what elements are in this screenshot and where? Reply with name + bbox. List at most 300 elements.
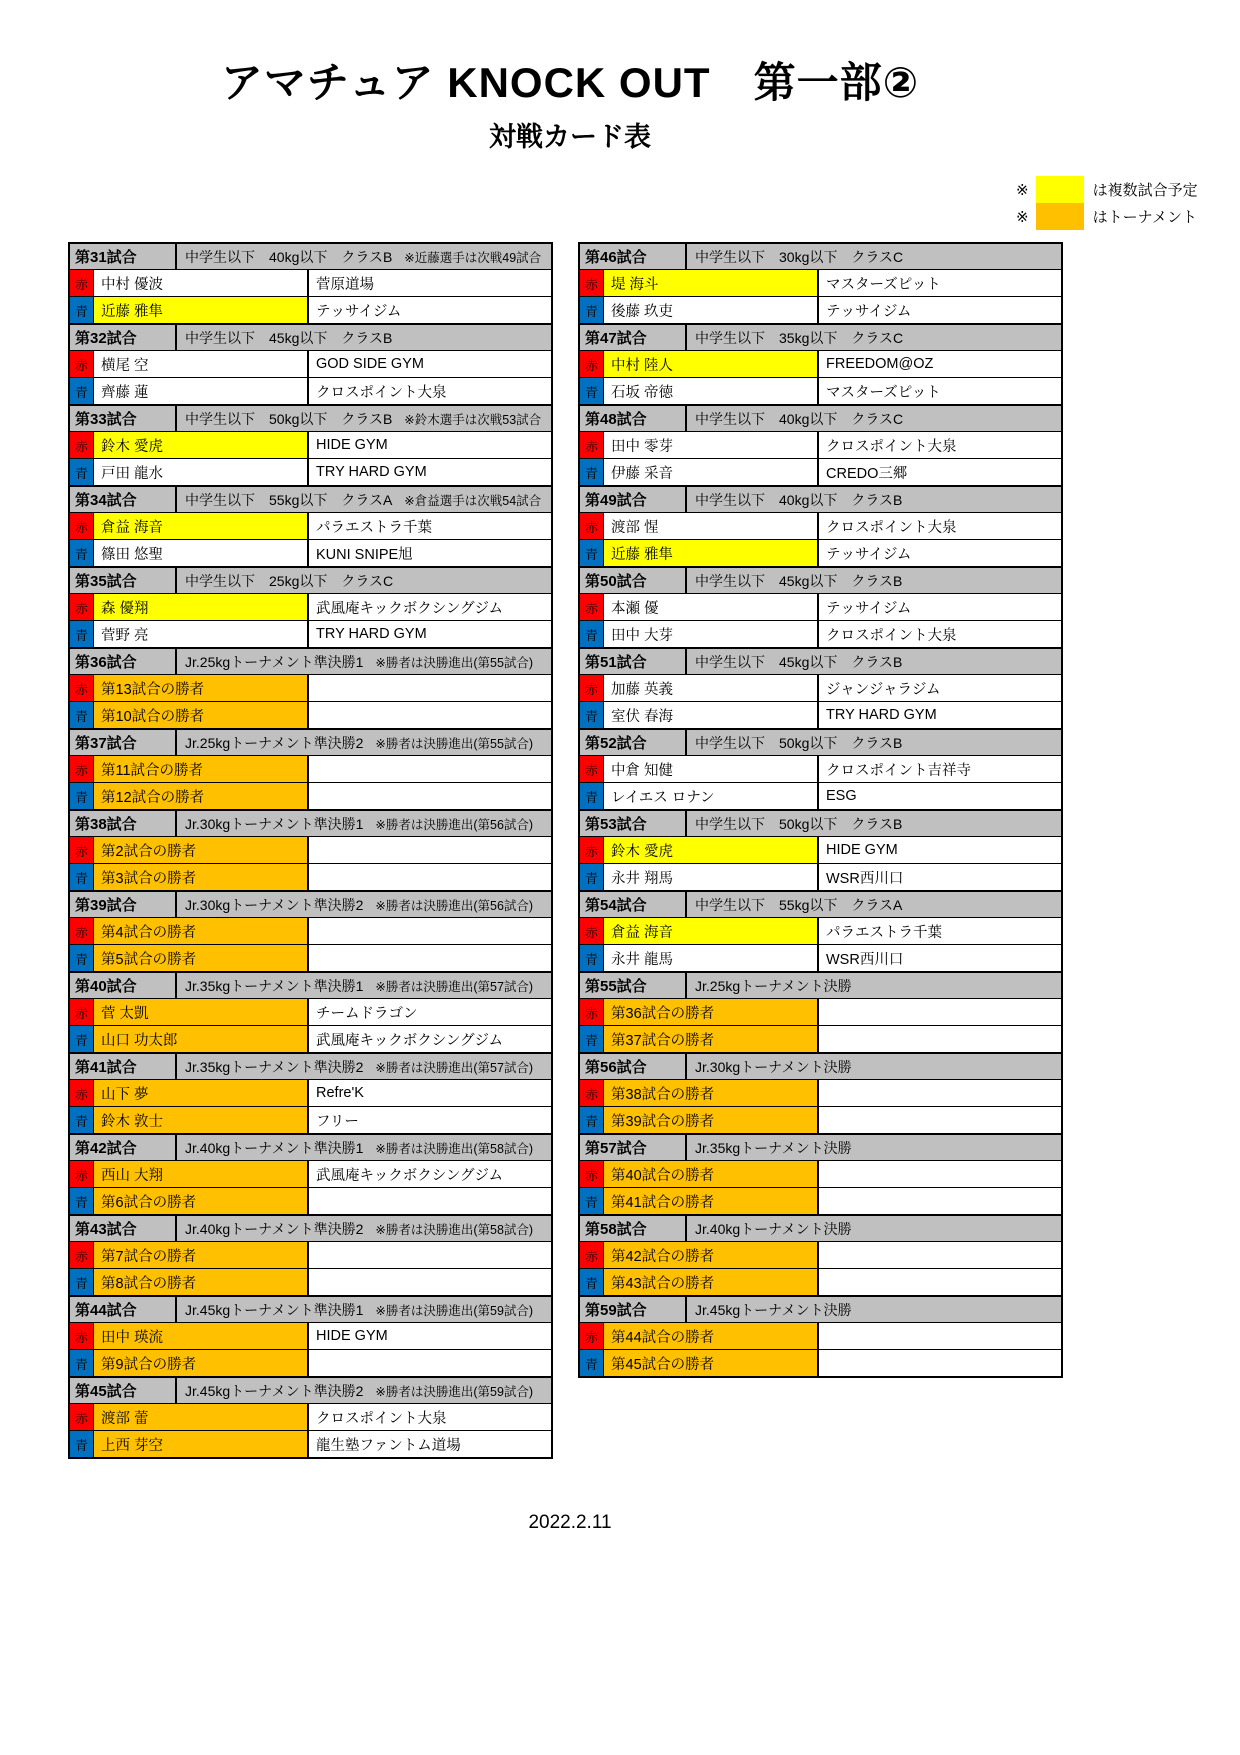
- match-number: 第53試合: [580, 811, 687, 836]
- match-header-row: [70, 647, 551, 674]
- blue-fighter-row: [580, 1268, 1061, 1295]
- red-fighter-row: [70, 350, 551, 377]
- blue-fighter-name: 第12試合の勝者: [94, 783, 309, 809]
- match-description: [177, 244, 551, 269]
- blue-fighter-row: [70, 863, 551, 890]
- blue-fighter-name: 菅野 亮: [94, 621, 309, 647]
- blue-fighter-name: 後藤 玖吏: [604, 297, 819, 323]
- red-fighter-row: [580, 1160, 1061, 1187]
- blue-fighter-gym: TRY HARD GYM: [309, 459, 551, 485]
- red-fighter-name: 第13試合の勝者: [94, 675, 309, 701]
- match-number: 第41試合: [70, 1054, 177, 1079]
- blue-fighter-gym: CREDO三郷: [819, 459, 1061, 485]
- red-fighter-name: 中村 優波: [94, 270, 309, 296]
- blue-fighter-name: 鈴木 敦士: [94, 1107, 309, 1133]
- match-block: [580, 971, 1061, 1052]
- blue-fighter-row: [70, 620, 551, 647]
- orange-highlight-swatch: [1036, 203, 1084, 230]
- match-class-label: Jr.30kgトーナメント準決勝1: [185, 815, 364, 832]
- match-number: 第55試合: [580, 973, 687, 998]
- blue-corner-label: 青: [580, 945, 604, 971]
- match-description: [177, 811, 551, 836]
- red-fighter-name: 第7試合の勝者: [94, 1242, 309, 1268]
- red-fighter-gym: クロスポイント大泉: [819, 513, 1061, 539]
- red-fighter-name: 山下 夢: [94, 1080, 309, 1106]
- red-fighter-row: [580, 350, 1061, 377]
- match-number: 第40試合: [70, 973, 177, 998]
- match-class-label: Jr.30kgトーナメント準決勝2: [185, 896, 364, 913]
- blue-corner-label: 青: [580, 459, 604, 485]
- red-fighter-name: 第42試合の勝者: [604, 1242, 819, 1268]
- blue-fighter-gym: [819, 1107, 1061, 1133]
- blue-fighter-gym: [819, 1269, 1061, 1295]
- red-fighter-name: 西山 大翔: [94, 1161, 309, 1187]
- match-description: [687, 649, 1061, 674]
- match-description: [177, 568, 551, 593]
- match-note: ※鈴木選手は次戦53試合: [404, 412, 542, 427]
- blue-fighter-row: [70, 1106, 551, 1133]
- red-fighter-row: [580, 1079, 1061, 1106]
- red-fighter-gym: 菅原道場: [309, 270, 551, 296]
- red-fighter-gym: パラエストラ千葉: [309, 513, 551, 539]
- match-header-row: [70, 890, 551, 917]
- match-note: ※勝者は決勝進出(第59試合): [375, 1384, 534, 1399]
- blue-fighter-gym: クロスポイント大泉: [819, 621, 1061, 647]
- blue-fighter-name: 第37試合の勝者: [604, 1026, 819, 1052]
- blue-corner-label: 青: [580, 297, 604, 323]
- match-number: 第50試合: [580, 568, 687, 593]
- red-fighter-row: [580, 674, 1061, 701]
- red-fighter-gym: クロスポイント大泉: [819, 432, 1061, 458]
- match-class-label: 中学生以下 40kg以下 クラスB: [695, 491, 903, 508]
- match-header-row: [580, 1052, 1061, 1079]
- red-fighter-row: [580, 998, 1061, 1025]
- match-class-label: Jr.25kgトーナメント準決勝1: [185, 653, 364, 670]
- red-fighter-name: 本瀬 優: [604, 594, 819, 620]
- match-block: [70, 242, 551, 323]
- match-block: [580, 1133, 1061, 1214]
- match-description: [687, 325, 1061, 350]
- match-block: [580, 566, 1061, 647]
- match-header-row: [70, 323, 551, 350]
- match-header-row: [580, 647, 1061, 674]
- blue-fighter-name: 近藤 雅隼: [604, 540, 819, 566]
- blue-corner-label: 青: [580, 1188, 604, 1214]
- blue-corner-label: 青: [580, 1350, 604, 1376]
- red-fighter-name: 田中 瑛流: [94, 1323, 309, 1349]
- match-description: [687, 1216, 1061, 1241]
- match-block: [70, 809, 551, 890]
- match-block: [580, 809, 1061, 890]
- red-corner-label: 赤: [580, 270, 604, 296]
- red-corner-label: 赤: [580, 513, 604, 539]
- match-header-row: [580, 1214, 1061, 1241]
- match-number: 第48試合: [580, 406, 687, 431]
- match-description: [687, 892, 1061, 917]
- match-number: 第31試合: [70, 244, 177, 269]
- blue-fighter-name: 永井 翔馬: [604, 864, 819, 890]
- match-block: [580, 404, 1061, 485]
- blue-fighter-name: 第41試合の勝者: [604, 1188, 819, 1214]
- match-number: 第44試合: [70, 1297, 177, 1322]
- match-header-row: [580, 809, 1061, 836]
- red-fighter-name: 第11試合の勝者: [94, 756, 309, 782]
- match-class-label: Jr.40kgトーナメント決勝: [695, 1220, 852, 1237]
- match-block: [580, 1052, 1061, 1133]
- match-header-row: [580, 242, 1061, 269]
- blue-fighter-gym: TRY HARD GYM: [309, 621, 551, 647]
- blue-fighter-gym: ESG: [819, 783, 1061, 809]
- red-corner-label: 赤: [70, 837, 94, 863]
- match-block: [70, 566, 551, 647]
- red-fighter-row: [70, 1079, 551, 1106]
- match-description: [687, 244, 1061, 269]
- red-fighter-gym: [309, 675, 551, 701]
- match-number: 第52試合: [580, 730, 687, 755]
- red-corner-label: 赤: [70, 1242, 94, 1268]
- red-fighter-name: 渡部 惺: [604, 513, 819, 539]
- red-fighter-gym: チームドラゴン: [309, 999, 551, 1025]
- blue-fighter-gym: [309, 1350, 551, 1376]
- match-header-row: [580, 1133, 1061, 1160]
- blue-fighter-row: [580, 539, 1061, 566]
- red-corner-label: 赤: [70, 999, 94, 1025]
- blue-fighter-row: [70, 1187, 551, 1214]
- blue-fighter-gym: [309, 702, 551, 728]
- red-corner-label: 赤: [70, 270, 94, 296]
- blue-corner-label: 青: [70, 864, 94, 890]
- match-class-label: Jr.35kgトーナメント準決勝1: [185, 977, 364, 994]
- red-fighter-gym: [309, 756, 551, 782]
- match-number: 第35試合: [70, 568, 177, 593]
- red-fighter-gym: HIDE GYM: [309, 1323, 551, 1349]
- match-class-label: 中学生以下 25kg以下 クラスC: [185, 572, 394, 589]
- match-header-row: [70, 242, 551, 269]
- red-fighter-row: [580, 917, 1061, 944]
- match-header-row: [580, 890, 1061, 917]
- match-number: 第46試合: [580, 244, 687, 269]
- match-description: [687, 811, 1061, 836]
- match-block: [70, 728, 551, 809]
- legend-label-tournament: はトーナメント: [1092, 209, 1197, 226]
- blue-corner-label: 青: [580, 621, 604, 647]
- match-header-row: [70, 809, 551, 836]
- match-number: 第36試合: [70, 649, 177, 674]
- blue-fighter-name: 第5試合の勝者: [94, 945, 309, 971]
- reference-mark: ※: [1016, 208, 1029, 226]
- blue-corner-label: 青: [70, 621, 94, 647]
- match-header-row: [70, 404, 551, 431]
- match-number: 第39試合: [70, 892, 177, 917]
- blue-fighter-name: 室伏 春海: [604, 702, 819, 728]
- red-fighter-name: 第2試合の勝者: [94, 837, 309, 863]
- red-fighter-gym: HIDE GYM: [309, 432, 551, 458]
- red-corner-label: 赤: [580, 999, 604, 1025]
- match-block: [70, 890, 551, 971]
- match-class-label: 中学生以下 30kg以下 クラスC: [695, 248, 904, 265]
- match-number: 第58試合: [580, 1216, 687, 1241]
- blue-fighter-name: レイエス ロナン: [604, 783, 819, 809]
- blue-fighter-row: [70, 296, 551, 323]
- red-fighter-name: 第38試合の勝者: [604, 1080, 819, 1106]
- match-class-label: Jr.30kgトーナメント決勝: [695, 1058, 852, 1075]
- blue-fighter-name: 第43試合の勝者: [604, 1269, 819, 1295]
- blue-corner-label: 青: [580, 1269, 604, 1295]
- match-block: [70, 1133, 551, 1214]
- red-fighter-row: [70, 674, 551, 701]
- red-corner-label: 赤: [580, 1242, 604, 1268]
- blue-fighter-name: 近藤 雅隼: [94, 297, 309, 323]
- blue-fighter-name: 戸田 龍水: [94, 459, 309, 485]
- red-fighter-name: 森 優翔: [94, 594, 309, 620]
- red-fighter-gym: [309, 1242, 551, 1268]
- red-fighter-row: [70, 269, 551, 296]
- red-corner-label: 赤: [70, 351, 94, 377]
- blue-fighter-name: 第45試合の勝者: [604, 1350, 819, 1376]
- red-fighter-gym: クロスポイント吉祥寺: [819, 756, 1061, 782]
- red-fighter-gym: ジャンジャラジム: [819, 675, 1061, 701]
- red-fighter-row: [580, 836, 1061, 863]
- match-block: [70, 1214, 551, 1295]
- blue-fighter-row: [580, 701, 1061, 728]
- match-block: [580, 728, 1061, 809]
- blue-corner-label: 青: [70, 702, 94, 728]
- match-note: ※勝者は決勝進出(第56試合): [375, 898, 534, 913]
- match-number: 第47試合: [580, 325, 687, 350]
- red-corner-label: 赤: [580, 918, 604, 944]
- red-fighter-gym: 武風庵キックボクシングジム: [309, 1161, 551, 1187]
- red-corner-label: 赤: [70, 513, 94, 539]
- match-description: [177, 649, 551, 674]
- red-fighter-gym: Refre'K: [309, 1080, 551, 1106]
- blue-corner-label: 青: [70, 1350, 94, 1376]
- red-fighter-row: [580, 269, 1061, 296]
- red-fighter-row: [70, 512, 551, 539]
- match-note: ※勝者は決勝進出(第58試合): [375, 1222, 534, 1237]
- blue-fighter-gym: [309, 864, 551, 890]
- match-header-row: [70, 1376, 551, 1403]
- blue-corner-label: 青: [70, 1188, 94, 1214]
- red-corner-label: 赤: [70, 1080, 94, 1106]
- red-fighter-name: 加藤 英義: [604, 675, 819, 701]
- red-fighter-gym: [819, 999, 1061, 1025]
- red-fighter-name: 鈴木 愛虎: [604, 837, 819, 863]
- red-fighter-name: 菅 太凱: [94, 999, 309, 1025]
- match-number: 第56試合: [580, 1054, 687, 1079]
- match-note: ※勝者は決勝進出(第55試合): [375, 655, 534, 670]
- match-note: ※勝者は決勝進出(第58試合): [375, 1141, 534, 1156]
- blue-fighter-gym: WSR西川口: [819, 864, 1061, 890]
- match-description: [177, 1054, 551, 1079]
- blue-fighter-row: [580, 458, 1061, 485]
- match-class-label: 中学生以下 55kg以下 クラスA: [695, 896, 903, 913]
- red-corner-label: 赤: [70, 432, 94, 458]
- blue-fighter-name: 田中 大芽: [604, 621, 819, 647]
- red-corner-label: 赤: [580, 1161, 604, 1187]
- blue-fighter-name: 齊藤 蓮: [94, 378, 309, 404]
- match-class-label: 中学生以下 45kg以下 クラスB: [695, 653, 903, 670]
- match-class-label: Jr.40kgトーナメント準決勝1: [185, 1139, 364, 1156]
- blue-fighter-name: 伊藤 采音: [604, 459, 819, 485]
- blue-fighter-gym: 武風庵キックボクシングジム: [309, 1026, 551, 1052]
- red-fighter-gym: [309, 837, 551, 863]
- red-fighter-row: [70, 836, 551, 863]
- red-fighter-name: 渡部 蕾: [94, 1404, 309, 1430]
- match-description: [687, 973, 1061, 998]
- red-fighter-name: 中村 陸人: [604, 351, 819, 377]
- red-fighter-gym: クロスポイント大泉: [309, 1404, 551, 1430]
- match-note: ※勝者は決勝進出(第57試合): [375, 979, 534, 994]
- match-block: [70, 1295, 551, 1376]
- match-description: [687, 730, 1061, 755]
- blue-fighter-name: 第8試合の勝者: [94, 1269, 309, 1295]
- match-number: 第43試合: [70, 1216, 177, 1241]
- red-corner-label: 赤: [70, 594, 94, 620]
- red-fighter-row: [70, 1241, 551, 1268]
- red-corner-label: 赤: [580, 1323, 604, 1349]
- match-class-label: 中学生以下 50kg以下 クラスB: [185, 410, 393, 427]
- match-number: 第42試合: [70, 1135, 177, 1160]
- match-block: [580, 1295, 1061, 1376]
- match-block: [70, 1052, 551, 1133]
- red-fighter-gym: GOD SIDE GYM: [309, 351, 551, 377]
- red-fighter-gym: [819, 1080, 1061, 1106]
- red-corner-label: 赤: [580, 756, 604, 782]
- red-fighter-row: [70, 1322, 551, 1349]
- match-class-label: 中学生以下 55kg以下 クラスA: [185, 491, 393, 508]
- match-note: ※勝者は決勝進出(第55試合): [375, 736, 534, 751]
- match-block: [70, 971, 551, 1052]
- red-corner-label: 赤: [580, 1080, 604, 1106]
- blue-fighter-gym: [309, 1269, 551, 1295]
- match-description: [687, 568, 1061, 593]
- red-corner-label: 赤: [70, 1323, 94, 1349]
- red-fighter-row: [580, 1322, 1061, 1349]
- blue-corner-label: 青: [580, 378, 604, 404]
- match-note: ※勝者は決勝進出(第57試合): [375, 1060, 534, 1075]
- red-fighter-gym: 武風庵キックボクシングジム: [309, 594, 551, 620]
- blue-fighter-row: [580, 863, 1061, 890]
- blue-fighter-gym: KUNI SNIPE旭: [309, 540, 551, 566]
- legend-row-tournament: [1016, 203, 1198, 230]
- match-header-row: [70, 1052, 551, 1079]
- match-number: 第37試合: [70, 730, 177, 755]
- red-corner-label: 赤: [70, 1404, 94, 1430]
- match-number: 第54試合: [580, 892, 687, 917]
- match-header-row: [580, 566, 1061, 593]
- red-fighter-name: 第36試合の勝者: [604, 999, 819, 1025]
- red-corner-label: 赤: [70, 1161, 94, 1187]
- page-title: アマチュア KNOCK OUT 第一部②: [220, 59, 920, 106]
- reference-mark: ※: [1016, 181, 1029, 199]
- match-description: [177, 1378, 551, 1403]
- red-fighter-row: [70, 431, 551, 458]
- match-description: [687, 487, 1061, 512]
- blue-fighter-row: [70, 539, 551, 566]
- red-corner-label: 赤: [70, 756, 94, 782]
- blue-fighter-gym: テッサイジム: [819, 297, 1061, 323]
- blue-fighter-name: 上西 芽空: [94, 1431, 309, 1457]
- red-fighter-gym: [819, 1242, 1061, 1268]
- blue-fighter-row: [70, 1025, 551, 1052]
- blue-fighter-row: [70, 458, 551, 485]
- blue-fighter-row: [580, 1349, 1061, 1376]
- blue-fighter-row: [580, 1025, 1061, 1052]
- match-header-row: [70, 566, 551, 593]
- match-description: [687, 1054, 1061, 1079]
- blue-corner-label: 青: [580, 864, 604, 890]
- red-fighter-gym: [819, 1161, 1061, 1187]
- red-fighter-gym: [819, 1323, 1061, 1349]
- match-block: [70, 485, 551, 566]
- match-class-label: 中学生以下 40kg以下 クラスC: [695, 410, 904, 427]
- red-fighter-gym: パラエストラ千葉: [819, 918, 1061, 944]
- match-description: [177, 1135, 551, 1160]
- blue-fighter-row: [580, 620, 1061, 647]
- blue-fighter-gym: クロスポイント大泉: [309, 378, 551, 404]
- match-header-row: [70, 1214, 551, 1241]
- match-header-row: [70, 1295, 551, 1322]
- match-class-label: 中学生以下 45kg以下 クラスB: [695, 572, 903, 589]
- red-fighter-row: [580, 755, 1061, 782]
- match-number: 第32試合: [70, 325, 177, 350]
- red-fighter-gym: テッサイジム: [819, 594, 1061, 620]
- blue-fighter-name: 永井 龍馬: [604, 945, 819, 971]
- match-note: ※近藤選手は次戦49試合: [404, 250, 542, 265]
- match-class-label: Jr.40kgトーナメント準決勝2: [185, 1220, 364, 1237]
- blue-corner-label: 青: [580, 783, 604, 809]
- match-number: 第34試合: [70, 487, 177, 512]
- legend-row-multiple-bouts: [1016, 176, 1198, 203]
- match-block: [70, 404, 551, 485]
- blue-fighter-row: [580, 1106, 1061, 1133]
- match-description: [177, 1216, 551, 1241]
- blue-fighter-gym: [309, 945, 551, 971]
- match-header-row: [70, 971, 551, 998]
- blue-fighter-gym: フリー: [309, 1107, 551, 1133]
- match-class-label: Jr.35kgトーナメント決勝: [695, 1139, 852, 1156]
- page-subtitle: 対戦カード表: [489, 122, 651, 152]
- blue-fighter-row: [70, 1349, 551, 1376]
- blue-fighter-gym: WSR西川口: [819, 945, 1061, 971]
- match-header-row: [580, 1295, 1061, 1322]
- match-class-label: 中学生以下 50kg以下 クラスB: [695, 815, 903, 832]
- red-fighter-gym: マスターズピット: [819, 270, 1061, 296]
- red-fighter-name: 中倉 知健: [604, 756, 819, 782]
- match-table-right: [578, 242, 1063, 1378]
- blue-fighter-name: 山口 功太郎: [94, 1026, 309, 1052]
- red-fighter-name: 第4試合の勝者: [94, 918, 309, 944]
- blue-corner-label: 青: [70, 540, 94, 566]
- red-fighter-row: [580, 431, 1061, 458]
- match-class-label: 中学生以下 40kg以下 クラスB: [185, 248, 393, 265]
- legend: [1016, 176, 1198, 230]
- blue-fighter-gym: [819, 1188, 1061, 1214]
- match-header-row: [70, 485, 551, 512]
- match-block: [580, 647, 1061, 728]
- blue-fighter-row: [580, 782, 1061, 809]
- match-class-label: Jr.35kgトーナメント準決勝2: [185, 1058, 364, 1075]
- match-description: [687, 406, 1061, 431]
- blue-corner-label: 青: [70, 945, 94, 971]
- match-class-label: Jr.25kgトーナメント決勝: [695, 977, 852, 994]
- blue-corner-label: 青: [580, 702, 604, 728]
- red-fighter-name: 鈴木 愛虎: [94, 432, 309, 458]
- blue-fighter-gym: [819, 1026, 1061, 1052]
- blue-fighter-row: [70, 701, 551, 728]
- blue-corner-label: 青: [70, 1107, 94, 1133]
- red-fighter-name: 倉益 海音: [94, 513, 309, 539]
